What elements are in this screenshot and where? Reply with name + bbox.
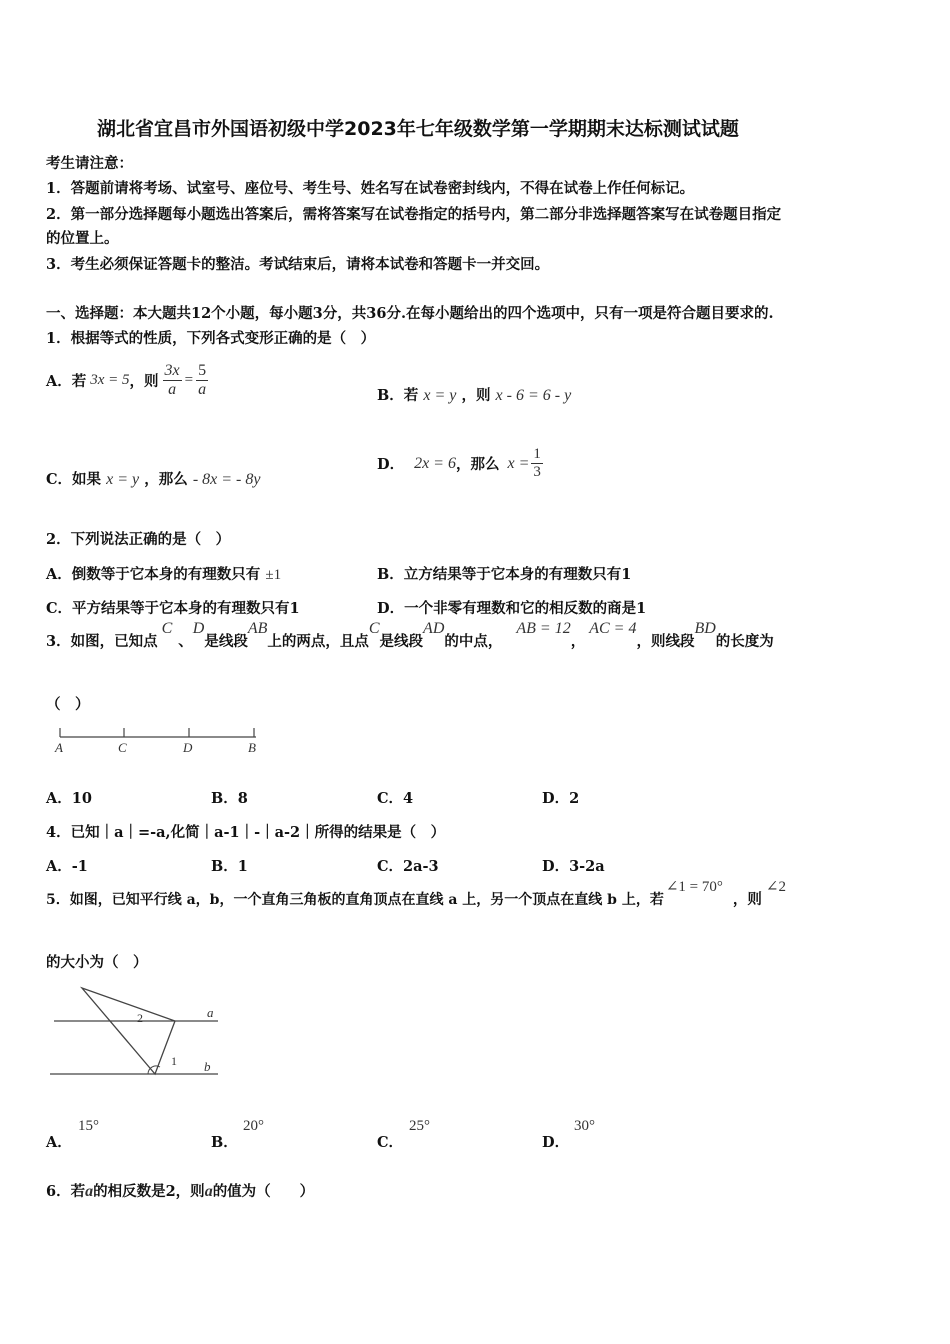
q3-s7: 的长度为 (715, 633, 774, 650)
page-title: 湖北省宜昌市外国语初级中学2023年七年级数学第一学期期末达标测试试题 (97, 118, 739, 140)
q1-a-eq: 3x = 5 (90, 372, 130, 388)
q1-option-a (46, 362, 208, 399)
q6-var-a1: a (85, 1183, 94, 1200)
q5-option-c-letter: C． (377, 1134, 404, 1151)
q1-c-mid: ，那么 (144, 471, 188, 488)
q6-var-a2: a (204, 1183, 213, 1200)
q3-sep: 、 (178, 633, 193, 650)
q5-option-d-letter: D． (542, 1134, 570, 1151)
q3-seg-ab: AB (247, 619, 268, 637)
q5-stem (46, 879, 786, 909)
q5-label-a: a (207, 1005, 214, 1020)
q1-c-eq2: - 8x = - 8y (192, 471, 261, 488)
q6-s1: 6．若 (46, 1183, 86, 1200)
q5-line2: 的大小为（ ） (46, 954, 148, 971)
q5-label-2: 2 (137, 1011, 143, 1025)
q5-option-a-value: 15° (78, 1118, 99, 1134)
q1-d-mid: ，那么 (455, 456, 500, 473)
q1-a-fraction-left (163, 362, 182, 399)
q3-label-c: C (118, 740, 127, 755)
q5-angle-2: ∠2 (765, 879, 786, 895)
q3-option-c: C．4 (377, 790, 414, 807)
q1-d-f-den: 3 (533, 464, 541, 480)
q1-a-mid: ，则 (129, 373, 159, 390)
q3-eq-ac: AC = 4 (589, 619, 637, 637)
q6-s2: 的相反数是2，则 (93, 1183, 205, 1200)
q6-stem (46, 1180, 314, 1201)
q3-s5: 的中点， (444, 633, 503, 650)
q3-s6: ，则线段 (636, 633, 695, 650)
q2-stem: 2．下列说法正确的是（ ） (46, 531, 231, 548)
q5-label-b: b (204, 1059, 211, 1074)
q4-option-c: C．2a-3 (377, 858, 439, 875)
q6-s3: 的值为（ ） (212, 1183, 315, 1200)
notice-item-2-cont: 的位置上。 (46, 230, 119, 247)
q4-option-a: A．-1 (46, 858, 88, 875)
notice-item-3: 3．考生必须保证答题卡的整洁。考试结束后，请将本试卷和答题卡一并交回。 (46, 256, 550, 273)
q1-a-f2-num: 5 (198, 362, 207, 379)
q1-c-label: C．如果 (46, 471, 102, 488)
q2-option-a (46, 563, 281, 584)
q1-a-f1-den: a (168, 381, 177, 398)
q1-b-label: B．若 (377, 387, 419, 404)
q3-s1: 3．如图，已知点 (46, 633, 158, 650)
q2-option-b: B．立方结果等于它本身的有理数只有1 (377, 566, 632, 583)
q3-stem (46, 619, 774, 651)
q3-point-c2: C (368, 619, 380, 637)
q3-s4: 是线段 (379, 633, 424, 650)
q3-label-b: B (248, 740, 256, 755)
q3-point-d: D (192, 619, 205, 637)
q1-a-f1-num: 3x (164, 362, 180, 379)
q3-comma: ， (570, 633, 586, 650)
q2-option-d: D．一个非零有理数和它的相反数的商是1 (377, 600, 647, 617)
q1-a-equals: = (184, 372, 194, 388)
q5-parallel-lines-figure (48, 983, 228, 1078)
q3-s3: 上的两点，且点 (267, 633, 369, 650)
q5-s1: 5．如图，已知平行线 a，b，一个直角三角板的直角顶点在直线 a 上，另一个顶点在直线 b 上，若 (46, 891, 664, 908)
q1-option-d (377, 446, 543, 481)
q5-option-b-letter: B． (211, 1134, 238, 1151)
q3-label-d: D (183, 740, 193, 755)
notice-item-2: 2．第一部分选择题每小题选出答案后，需将答案写在试卷指定的括号内，第二部分非选择题答案写在试卷题目指定 (46, 206, 782, 223)
q3-segment-figure (52, 722, 272, 758)
q1-d-f-num: 1 (533, 446, 541, 462)
q3-seg-bd: BD (694, 619, 716, 637)
q2-option-c: C．平方结果等于它本身的有理数只有1 (46, 600, 300, 617)
q5-option-c-value: 25° (409, 1118, 430, 1134)
q5-option-b-value: 20° (243, 1118, 264, 1134)
q1-d-fraction (531, 446, 543, 481)
q3-eq-ab: AB = 12 (516, 619, 571, 637)
q5-label-1: 1 (171, 1054, 177, 1068)
q1-a-label: A．若 (46, 373, 87, 390)
q5-triangle (82, 988, 175, 1074)
q4-option-b: B．1 (211, 858, 248, 875)
q1-b-eq2: x - 6 = 6 - y (495, 387, 572, 404)
q3-option-d: D．2 (542, 790, 580, 807)
q4-option-d: D．3-2a (542, 858, 605, 875)
section-heading: 一、选择题：本大题共12个小题，每小题3分，共36分.在每小题给出的四个选项中，只有一项是符合题目要求的. (46, 305, 774, 322)
notice-item-1: 1．答题前请将考场、试室号、座位号、考生号、姓名写在试卷密封线内，不得在试卷上作任何标记。 (46, 180, 695, 197)
q1-d-eq1: 2x = 6 (414, 454, 456, 472)
q2-a-text: A．倒数等于它本身的有理数只有 (46, 566, 261, 583)
q3-option-b: B．8 (211, 790, 248, 807)
q5-option-d-value: 30° (574, 1118, 595, 1134)
q1-a-f2-den: a (198, 381, 207, 398)
q3-label-a: A (55, 740, 63, 755)
q3-option-a: A．10 (46, 790, 92, 807)
q1-d-lhs: x = (507, 454, 530, 472)
q1-b-eq1: x = y (423, 387, 457, 404)
q1-option-b (377, 384, 571, 405)
q5-angle-eq: ∠1 = 70° (665, 879, 723, 895)
q2-a-math: ±1 (265, 567, 282, 583)
q3-seg-ad: AD (423, 619, 445, 637)
q3-point-c: C (161, 619, 173, 637)
q5-option-a-letter: A． (46, 1134, 72, 1151)
q3-s2: 是线段 (204, 633, 248, 650)
q5-s2: ，则 (732, 891, 762, 908)
q1-b-mid: ，则 (461, 387, 491, 404)
q1-d-label: D． (377, 456, 405, 473)
q3-paren: （ ） (46, 696, 90, 713)
q4-stem: 4．已知｜a｜=-a,化简｜a-1｜-｜a-2｜所得的结果是（ ） (46, 824, 446, 841)
q1-a-fraction-right (196, 362, 208, 399)
q1-stem: 1．根据等式的性质，下列各式变形正确的是（ ） (46, 330, 376, 347)
q1-c-eq1: x = y (106, 471, 140, 488)
notice-heading: 考生请注意： (46, 155, 133, 172)
q1-option-c (46, 468, 260, 489)
